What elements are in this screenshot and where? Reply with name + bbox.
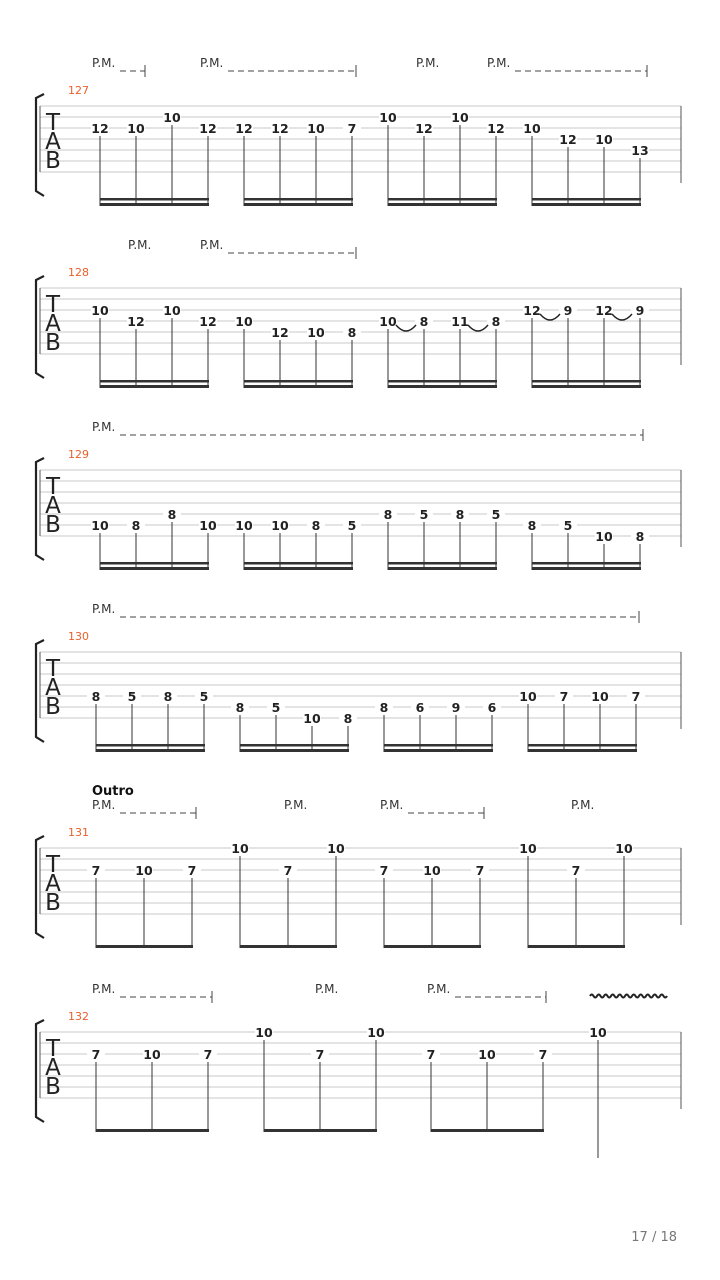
fret-number: 8 <box>635 529 645 544</box>
fret-number: 8 <box>383 507 393 522</box>
beam-secondary <box>100 562 209 565</box>
palm-mute-label: P.M. <box>92 420 116 434</box>
fret-number: 7 <box>631 689 641 704</box>
beam-primary <box>244 203 353 206</box>
fret-number: 8 <box>167 507 177 522</box>
fret-number: 10 <box>451 110 469 125</box>
fret-number: 8 <box>491 314 501 329</box>
beam-group <box>87 1047 217 1132</box>
beam-primary <box>528 945 625 948</box>
tab-clef-letter: A <box>45 493 61 519</box>
fret-number: 7 <box>283 863 293 878</box>
fret-number: 12 <box>415 121 433 136</box>
fret-number: 5 <box>199 689 209 704</box>
tab-clef-letter: T <box>45 852 61 878</box>
beam-group <box>255 1025 385 1132</box>
staff-system-128 <box>36 238 681 388</box>
fret-number: 10 <box>595 529 613 544</box>
palm-mute-label: P.M. <box>200 238 224 252</box>
fret-number: 5 <box>491 507 501 522</box>
fret-number: 7 <box>559 689 569 704</box>
fret-number: 10 <box>591 689 609 704</box>
beam-group <box>589 1025 607 1158</box>
fret-number: 10 <box>423 863 441 878</box>
fret-number: 5 <box>127 689 137 704</box>
tab-clef-letter: A <box>45 1055 61 1081</box>
beam-secondary <box>532 198 641 201</box>
slur <box>540 314 560 320</box>
beam-group <box>235 121 361 206</box>
fret-number: 10 <box>478 1047 496 1062</box>
measure-number: 131 <box>68 826 89 839</box>
fret-number: 8 <box>163 689 173 704</box>
beam-primary <box>388 203 497 206</box>
measure-number: 132 <box>68 1010 89 1023</box>
fret-number: 8 <box>347 325 357 340</box>
fret-number: 7 <box>347 121 357 136</box>
fret-number: 12 <box>199 121 217 136</box>
beam-primary <box>244 567 353 570</box>
fret-number: 8 <box>419 314 429 329</box>
tab-clef-letter: T <box>45 1036 61 1062</box>
beam-secondary <box>532 562 641 565</box>
palm-mute-label: P.M. <box>315 982 339 996</box>
fret-number: 10 <box>379 110 397 125</box>
beam-group <box>379 314 505 388</box>
beam-secondary <box>388 380 497 383</box>
palm-mute-label: P.M. <box>284 798 308 812</box>
staff-system-129 <box>36 420 681 570</box>
fret-number: 12 <box>271 325 289 340</box>
fret-number: 6 <box>415 700 425 715</box>
beam-group <box>523 518 649 570</box>
palm-mute-label: P.M. <box>416 56 440 70</box>
staff-system-132 <box>36 982 681 1158</box>
beam-group <box>235 518 361 570</box>
fret-number: 9 <box>563 303 573 318</box>
fret-number: 10 <box>379 314 397 329</box>
beam-secondary <box>244 380 353 383</box>
beam-group <box>379 110 505 206</box>
fret-number: 7 <box>187 863 197 878</box>
beam-primary <box>532 567 641 570</box>
beam-primary <box>528 749 637 752</box>
page-number: 17 / 18 <box>631 1230 677 1245</box>
measure-number: 128 <box>68 266 89 279</box>
beam-secondary <box>388 562 497 565</box>
palm-mute-label: P.M. <box>200 56 224 70</box>
palm-mute-label: P.M. <box>92 602 116 616</box>
beam-secondary <box>532 380 641 383</box>
beam-group <box>235 314 361 388</box>
fret-number: 7 <box>379 863 389 878</box>
fret-number: 10 <box>523 121 541 136</box>
fret-number: 10 <box>163 110 181 125</box>
fret-number: 13 <box>631 143 649 158</box>
tab-clef-letter: A <box>45 311 61 337</box>
fret-number: 10 <box>589 1025 607 1040</box>
tab-clef-letter: A <box>45 675 61 701</box>
beam-primary <box>388 385 497 388</box>
palm-mute-label: P.M. <box>128 238 152 252</box>
fret-number: 10 <box>235 314 253 329</box>
fret-number: 12 <box>487 121 505 136</box>
beam-group <box>422 1047 552 1132</box>
section-label: Outro <box>92 784 134 799</box>
beam-primary <box>96 749 205 752</box>
beam-secondary <box>96 744 205 747</box>
fret-number: 8 <box>235 700 245 715</box>
fret-number: 7 <box>538 1047 548 1062</box>
fret-number: 7 <box>571 863 581 878</box>
beam-secondary <box>100 380 209 383</box>
fret-number: 10 <box>367 1025 385 1040</box>
fret-number: 10 <box>519 689 537 704</box>
beam-group <box>91 507 217 570</box>
fret-number: 10 <box>307 121 325 136</box>
fret-number: 8 <box>455 507 465 522</box>
fret-number: 8 <box>311 518 321 533</box>
tab-clef-letter: T <box>45 474 61 500</box>
tab-clef-letter: B <box>45 890 61 916</box>
fret-number: 10 <box>271 518 289 533</box>
tab-clef-letter: B <box>45 148 61 174</box>
palm-mute-label: P.M. <box>92 798 116 812</box>
tab-clef-letter: T <box>45 656 61 682</box>
fret-number: 10 <box>135 863 153 878</box>
fret-number: 7 <box>203 1047 213 1062</box>
beam-primary <box>384 749 493 752</box>
beam-secondary <box>244 198 353 201</box>
beam-primary <box>100 203 209 206</box>
beam-group <box>519 841 633 948</box>
beam-group <box>375 863 489 948</box>
beam-primary <box>431 1129 544 1132</box>
beam-primary <box>100 567 209 570</box>
slur <box>396 325 416 331</box>
fret-number: 10 <box>519 841 537 856</box>
fret-number: 12 <box>235 121 253 136</box>
beam-group <box>87 863 201 948</box>
beam-primary <box>100 385 209 388</box>
fret-number: 10 <box>255 1025 273 1040</box>
fret-number: 6 <box>487 700 497 715</box>
staff-system-127 <box>36 56 681 206</box>
beam-primary <box>388 567 497 570</box>
beam-primary <box>532 385 641 388</box>
fret-number: 10 <box>91 518 109 533</box>
fret-number: 10 <box>127 121 145 136</box>
fret-number: 7 <box>91 863 101 878</box>
fret-number: 10 <box>91 303 109 318</box>
fret-number: 7 <box>91 1047 101 1062</box>
tab-clef-letter: A <box>45 871 61 897</box>
fret-number: 12 <box>595 303 613 318</box>
beam-group <box>523 303 649 388</box>
beam-group <box>231 841 345 948</box>
beam-primary <box>264 1129 377 1132</box>
beam-group <box>91 303 217 388</box>
measure-number: 127 <box>68 84 89 97</box>
tab-clef-letter: B <box>45 694 61 720</box>
fret-number: 10 <box>231 841 249 856</box>
staff-system-130 <box>36 602 681 752</box>
tab-clef-letter: B <box>45 330 61 356</box>
fret-number: 8 <box>527 518 537 533</box>
palm-mute-label: P.M. <box>92 982 116 996</box>
tab-clef-letter: B <box>45 512 61 538</box>
beam-secondary <box>384 744 493 747</box>
beam-group <box>87 689 213 752</box>
palm-mute-label: P.M. <box>487 56 511 70</box>
fret-number: 10 <box>303 711 321 726</box>
beam-primary <box>96 945 193 948</box>
fret-number: 12 <box>91 121 109 136</box>
slur <box>468 325 488 331</box>
fret-number: 10 <box>143 1047 161 1062</box>
beam-primary <box>532 203 641 206</box>
beam-primary <box>240 945 337 948</box>
beam-primary <box>96 1129 209 1132</box>
fret-number: 7 <box>426 1047 436 1062</box>
palm-mute-label: P.M. <box>571 798 595 812</box>
tab-clef-letter: B <box>45 1074 61 1100</box>
beam-secondary <box>528 744 637 747</box>
fret-number: 12 <box>199 314 217 329</box>
fret-number: 10 <box>615 841 633 856</box>
fret-number: 5 <box>271 700 281 715</box>
fret-number: 5 <box>419 507 429 522</box>
beam-secondary <box>388 198 497 201</box>
beam-secondary <box>244 562 353 565</box>
fret-number: 8 <box>343 711 353 726</box>
fret-number: 10 <box>163 303 181 318</box>
beam-group <box>379 507 505 570</box>
measure-number: 129 <box>68 448 89 461</box>
beam-group <box>523 121 649 206</box>
fret-number: 10 <box>595 132 613 147</box>
fret-number: 10 <box>307 325 325 340</box>
staff-system-131 <box>36 784 681 948</box>
beam-group <box>91 110 217 206</box>
beam-group <box>375 700 501 752</box>
fret-number: 8 <box>379 700 389 715</box>
fret-number: 5 <box>563 518 573 533</box>
fret-number: 12 <box>271 121 289 136</box>
fret-number: 10 <box>235 518 253 533</box>
beam-primary <box>244 385 353 388</box>
fret-number: 8 <box>91 689 101 704</box>
palm-mute-label: P.M. <box>380 798 404 812</box>
fret-number: 8 <box>131 518 141 533</box>
tab-clef-letter: T <box>45 110 61 136</box>
tab-clef-letter: T <box>45 292 61 318</box>
measure-number: 130 <box>68 630 89 643</box>
slur <box>612 314 632 320</box>
fret-number: 9 <box>451 700 461 715</box>
beam-secondary <box>240 744 349 747</box>
beam-primary <box>384 945 481 948</box>
vibrato-wavy-line <box>590 995 667 998</box>
fret-number: 7 <box>315 1047 325 1062</box>
tab-clef-letter: A <box>45 129 61 155</box>
fret-number: 11 <box>451 314 469 329</box>
beam-group <box>519 689 645 752</box>
beam-primary <box>240 749 349 752</box>
fret-number: 9 <box>635 303 645 318</box>
fret-number: 10 <box>199 518 217 533</box>
palm-mute-label: P.M. <box>427 982 451 996</box>
palm-mute-label: P.M. <box>92 56 116 70</box>
fret-number: 12 <box>127 314 145 329</box>
beam-secondary <box>100 198 209 201</box>
fret-number: 10 <box>327 841 345 856</box>
fret-number: 5 <box>347 518 357 533</box>
fret-number: 7 <box>475 863 485 878</box>
beam-group <box>231 700 357 752</box>
fret-number: 12 <box>559 132 577 147</box>
fret-number: 12 <box>523 303 541 318</box>
